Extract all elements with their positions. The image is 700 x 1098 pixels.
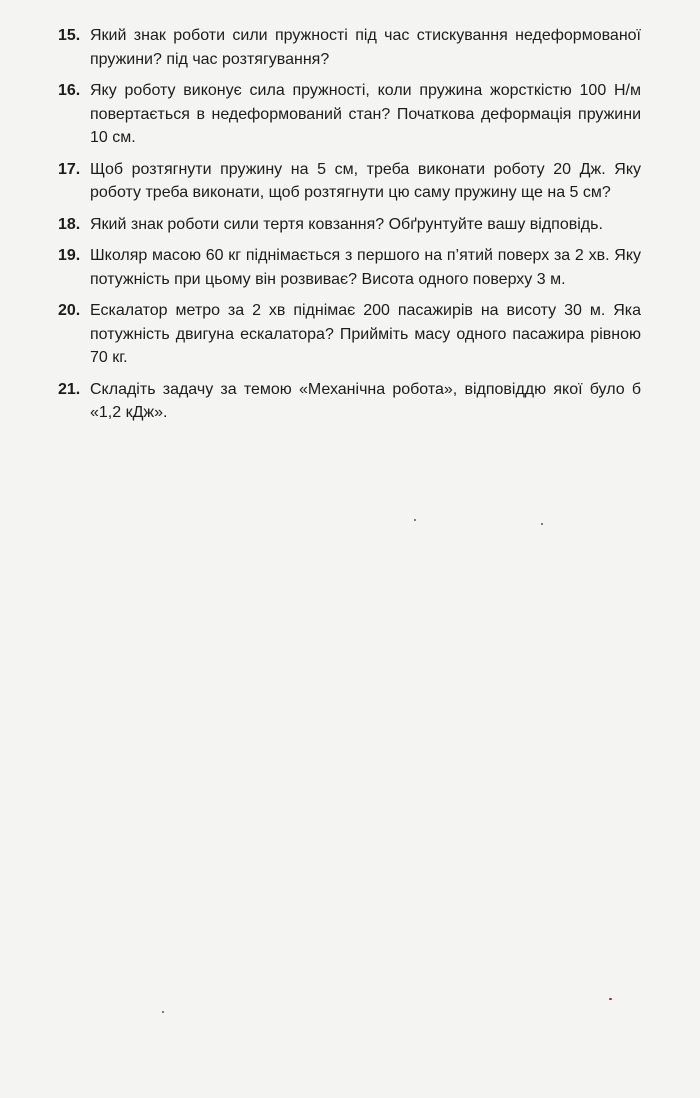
problem-20: [58, 299, 641, 370]
problem-text: Складіть задачу за темою «Механічна робота», відповіддю якої було б «1,2 кДж».: [90, 380, 641, 421]
problem-number: 18.: [58, 215, 81, 233]
problem-list: [58, 24, 641, 433]
paper-speck: [162, 1011, 164, 1013]
problem-19: [58, 244, 641, 291]
problem-text: Який знак роботи сили тертя ковзання? Обґрунтуйте вашу відповідь.: [90, 215, 603, 233]
paper-speck: [414, 519, 416, 521]
problem-text: Щоб розтягнути пружину на 5 см, треба виконати роботу 20 Дж. Яку роботу треба виконати, щоб розтягнути цю саму пружину ще на 5 см?: [90, 160, 641, 201]
problem-number: 20.: [58, 302, 81, 319]
problem-text: Який знак роботи сили пружності під час стискування недеформованої пружини? під час розтягування?: [90, 27, 641, 68]
problem-number: 21.: [58, 380, 81, 398]
problem-15: [58, 24, 641, 71]
problem-number: 17.: [58, 160, 81, 178]
problem-18: [58, 213, 641, 237]
problem-text: Ескалатор метро за 2 хв піднімає 200 пасажирів на висоту 30 м. Яка потужність двигуна ескалатора? Прийміть масу одного пасажира рівною 70 кг.: [90, 302, 641, 366]
problem-17: [58, 158, 641, 205]
paper-speck: [541, 523, 543, 525]
paper-speck: [609, 998, 612, 1000]
problem-number: 15.: [58, 27, 81, 44]
problem-number: 16.: [58, 82, 81, 99]
problem-text: Школяр масою 60 кг піднімається з першого на п’ятий поверх за 2 хв. Яку потужність при цьому він розвиває? Висота одного поверху 3 м.: [90, 247, 641, 288]
problem-number: 19.: [58, 247, 81, 264]
problem-21: [58, 378, 641, 425]
problem-16: [58, 79, 641, 150]
problem-text: Яку роботу виконує сила пружності, коли пружина жорсткістю 100 Н/м повертається в недеформований стан? Початкова деформація пружини 10 см.: [90, 82, 641, 146]
